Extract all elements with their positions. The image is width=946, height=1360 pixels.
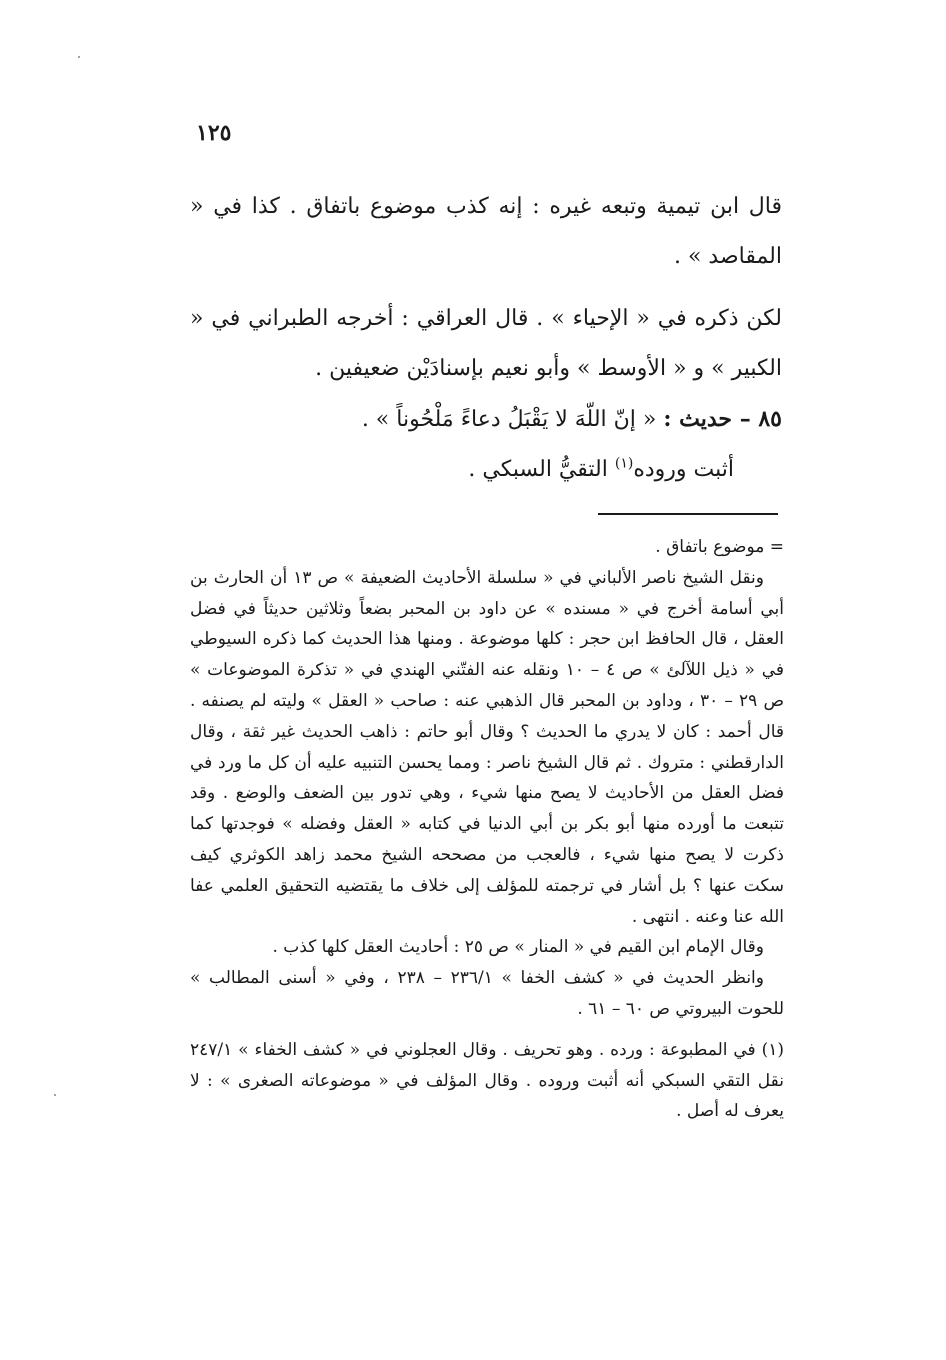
note-albani: ونقل الشيخ ناصر الألباني في « سلسلة الأحاديث الضعيفة » ص ١٣ أن الحارث بن أبي أسامة أخرج في « مسنده » عن داود بن المحبر بضعاً وثلاثين حديثاً في فضل العقل ، قال الحافظ ابن حجر : كلها موضوعة . ومنها هذا الحديث كما ذكره السيوطي في « ذيل اللآلئ » ص ٤ – ١٠ ونقله عنه الفتّني الهندي في « تذكرة الموضوعات » ص ٢٩ – ٣٠ ، وداود بن المحبر قال الذهبي عنه : صاحب « العقل » وليته لم يصنفه . قال أحمد : كان لا يدري ما الحديث ؟ وقال أبو حاتم : ذاهب الحديث غير ثقة ، وقال الدارقطني : متروك . ثم قال الشيخ ناصر : ومما يحسن التنبيه عليه أن كل ما ورد في فضل العقل من الأحاديث لا يصح منها شيء ، وهي تدور بين الضعف والوضع . وقد تتبعت ما أورده منها أبو بكر بن أبي الدنيا في كتابه « العقل وفضله » فوجدتها كما ذكرت لا يصح منها شيء ، فالعجب من مصححه الشيخ محمد زاهد الكوثري كيف سكت عنها ؟ بل أشار في ترجمته للمؤلف إلى خلاف ما يقتضيه التحقيق العلمي عفا الله عنا وعنه . انتهى .	[190, 567, 785, 927]
footnote-divider	[598, 513, 778, 515]
subki-text-after: التقيُّ السبكي .	[468, 457, 615, 482]
paragraph-ibn-taymiyya: قال ابن تيمية وتبعه غيره : إنه كذب موضوع باتفاق . كذا في « المقاصد » .	[190, 194, 782, 269]
footnote-1: (١) في المطبوعة : ورده . وهو تحريف . وقال العجلوني في « كشف الخفاء » ٢٤٧/١ نقل التقي السبكي أنه أثبت وروده . وقال المؤلف في « موضوعاته الصغرى » : لا يعرف له أصل .	[190, 1039, 784, 1122]
scan-speck	[78, 56, 80, 58]
paragraph-subki	[190, 445, 782, 495]
hadith-label: ٨٥ – حديث :	[663, 406, 782, 432]
page-number: ١٢٥	[196, 120, 232, 146]
note-ibn-qayyim: وقال الإمام ابن القيم في « المنار » ص ٢٥ : أحاديث العقل كلها كذب .	[272, 937, 764, 958]
notes-section	[190, 532, 784, 1127]
hadith-85	[190, 394, 782, 445]
paragraph-ihya: لكن ذكره في « الإحياء » . قال العراقي : أخرجه الطبراني في « الكبير » و « الأوسط » وأبو نعيم بإسنادَيْن ضعيفين .	[190, 306, 782, 381]
main-text	[190, 182, 782, 495]
scan-speck	[54, 1094, 56, 1096]
note-see-also: وانظر الحديث في « كشف الخفا » ٢٣٦/١ – ٢٣٨ ، وفي « أسنى المطالب » للحوت البيروتي ص ٦٠ – ٦١ .	[190, 968, 784, 1019]
note-continuation: = موضوع باتفاق .	[655, 537, 784, 557]
footnote-reference: (١)	[614, 455, 634, 472]
subki-text-before: أثبت وروده	[633, 457, 734, 482]
hadith-text: « إنّ اللّهَ لا يَقْبَلُ دعاءً مَلْحُوناً » .	[361, 407, 657, 432]
